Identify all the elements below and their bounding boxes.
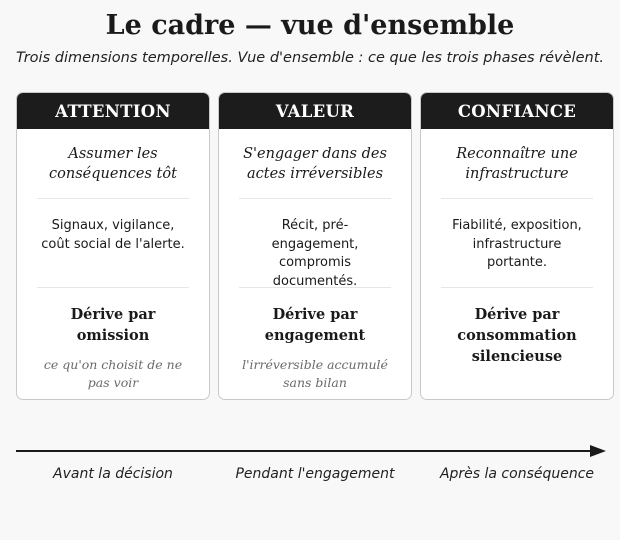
card-goal: Reconnaître une infrastructure bbox=[441, 144, 593, 199]
timeline-arrow bbox=[16, 440, 606, 462]
page-title: Le cadre — vue d'ensemble bbox=[105, 10, 515, 41]
card-title: CONFIANCE bbox=[421, 93, 613, 129]
card-title: ATTENTION bbox=[17, 93, 209, 129]
card-drift: Dérive par consommation silencieuse bbox=[457, 306, 577, 365]
phase-label-during: Pendant l'engagement bbox=[235, 466, 395, 482]
phase-label-after: Après la conséquence bbox=[439, 466, 595, 482]
card-note: l'irréversible accumulé sans bilan bbox=[242, 357, 388, 390]
page-subtitle: Trois dimensions temporelles. Vue d'ensemble : ce que les trois phases révèlent. bbox=[15, 50, 604, 66]
card-note: ce qu'on choisit de ne pas voir bbox=[43, 357, 183, 390]
card-goal: Assumer les conséquences tôt bbox=[37, 144, 189, 199]
card-goal: S'engager dans des actes irréversibles bbox=[239, 144, 391, 199]
dimension-columns bbox=[16, 92, 616, 402]
card-drift: Dérive par omission bbox=[70, 306, 156, 344]
card-title: VALEUR bbox=[219, 93, 411, 129]
timeline-line bbox=[16, 450, 592, 452]
phase-label-before: Avant la décision bbox=[53, 466, 173, 482]
card-drift: Dérive par engagement bbox=[264, 306, 366, 344]
card-mechanism: Récit, pré-engagement, compromis documentés. bbox=[239, 217, 391, 288]
card-mechanism: Fiabilité, exposition, infrastructure portante. bbox=[441, 217, 593, 288]
card-valeur bbox=[218, 92, 412, 400]
card-mechanism: Signaux, vigilance, coût social de l'alerte. bbox=[37, 217, 189, 288]
card-confiance bbox=[420, 92, 614, 400]
card-attention bbox=[16, 92, 210, 400]
arrow-head-icon bbox=[590, 445, 606, 457]
